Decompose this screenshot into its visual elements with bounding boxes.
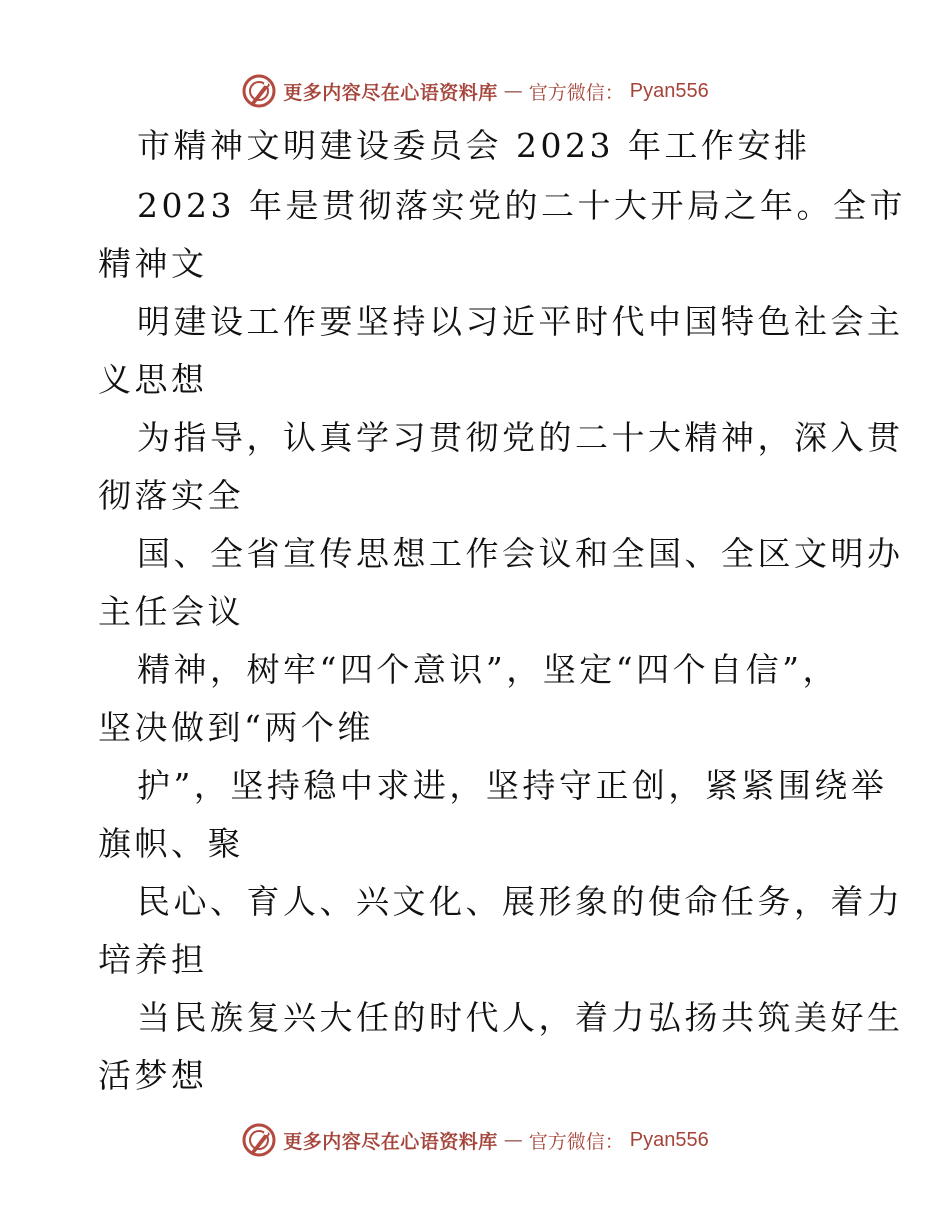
header-wechat-id: Pyan556 bbox=[629, 79, 709, 102]
paragraph-line: 国、全省宣传思想工作会议和全国、全区文明办 bbox=[137, 534, 904, 573]
paragraph-line: 当民族复兴大任的时代人，着力弘扬共筑美好生 bbox=[137, 998, 904, 1037]
paragraph-line: 民心、育人、兴文化、展形象的使命任务，着力 bbox=[137, 882, 904, 921]
paragraph-line: 精神文 bbox=[98, 244, 208, 283]
footer-wechat-label: 官方微信： bbox=[528, 1130, 624, 1153]
header-brand: 更多内容尽在心语资料库 bbox=[283, 81, 498, 104]
footer-brand: 更多内容尽在心语资料库 bbox=[283, 1130, 498, 1153]
paragraph-line: 义思想 bbox=[98, 360, 208, 399]
paragraph-line: 明建设工作要坚持以习近平时代中国特色社会主 bbox=[137, 302, 904, 341]
paragraph-line: 为指导，认真学习贯彻党的二十大精神，深入贯 bbox=[137, 418, 904, 457]
paragraph-line: 活梦想 bbox=[98, 1056, 208, 1095]
footer-dash: — bbox=[503, 1129, 523, 1151]
paragraph-line: 坚决做到“两个维 bbox=[98, 708, 374, 747]
paragraph-line: 彻落实全 bbox=[98, 476, 244, 515]
paragraph-line: 培养担 bbox=[98, 940, 208, 979]
header-dash: — bbox=[503, 80, 523, 102]
header-wechat-label: 官方微信： bbox=[528, 81, 624, 104]
paragraph-line: 精神，树牢“四个意识”，坚定“四个自信”， bbox=[137, 650, 839, 689]
paragraph-line: 护”，坚持稳中求进，坚持守正创，紧紧围绕举 bbox=[137, 766, 888, 805]
document-title: 市精神文明建设委员会 2023 年工作安排 bbox=[137, 126, 811, 165]
footer-wechat-id: Pyan556 bbox=[629, 1128, 709, 1151]
footer-watermark bbox=[0, 1120, 950, 1160]
paragraph-line: 2023 年是贯彻落实党的二十大开局之年。全市 bbox=[137, 186, 906, 225]
paragraph-line: 旗帜、聚 bbox=[98, 824, 244, 863]
pen-logo-icon bbox=[241, 1122, 277, 1158]
paragraph-line: 主任会议 bbox=[98, 592, 244, 631]
